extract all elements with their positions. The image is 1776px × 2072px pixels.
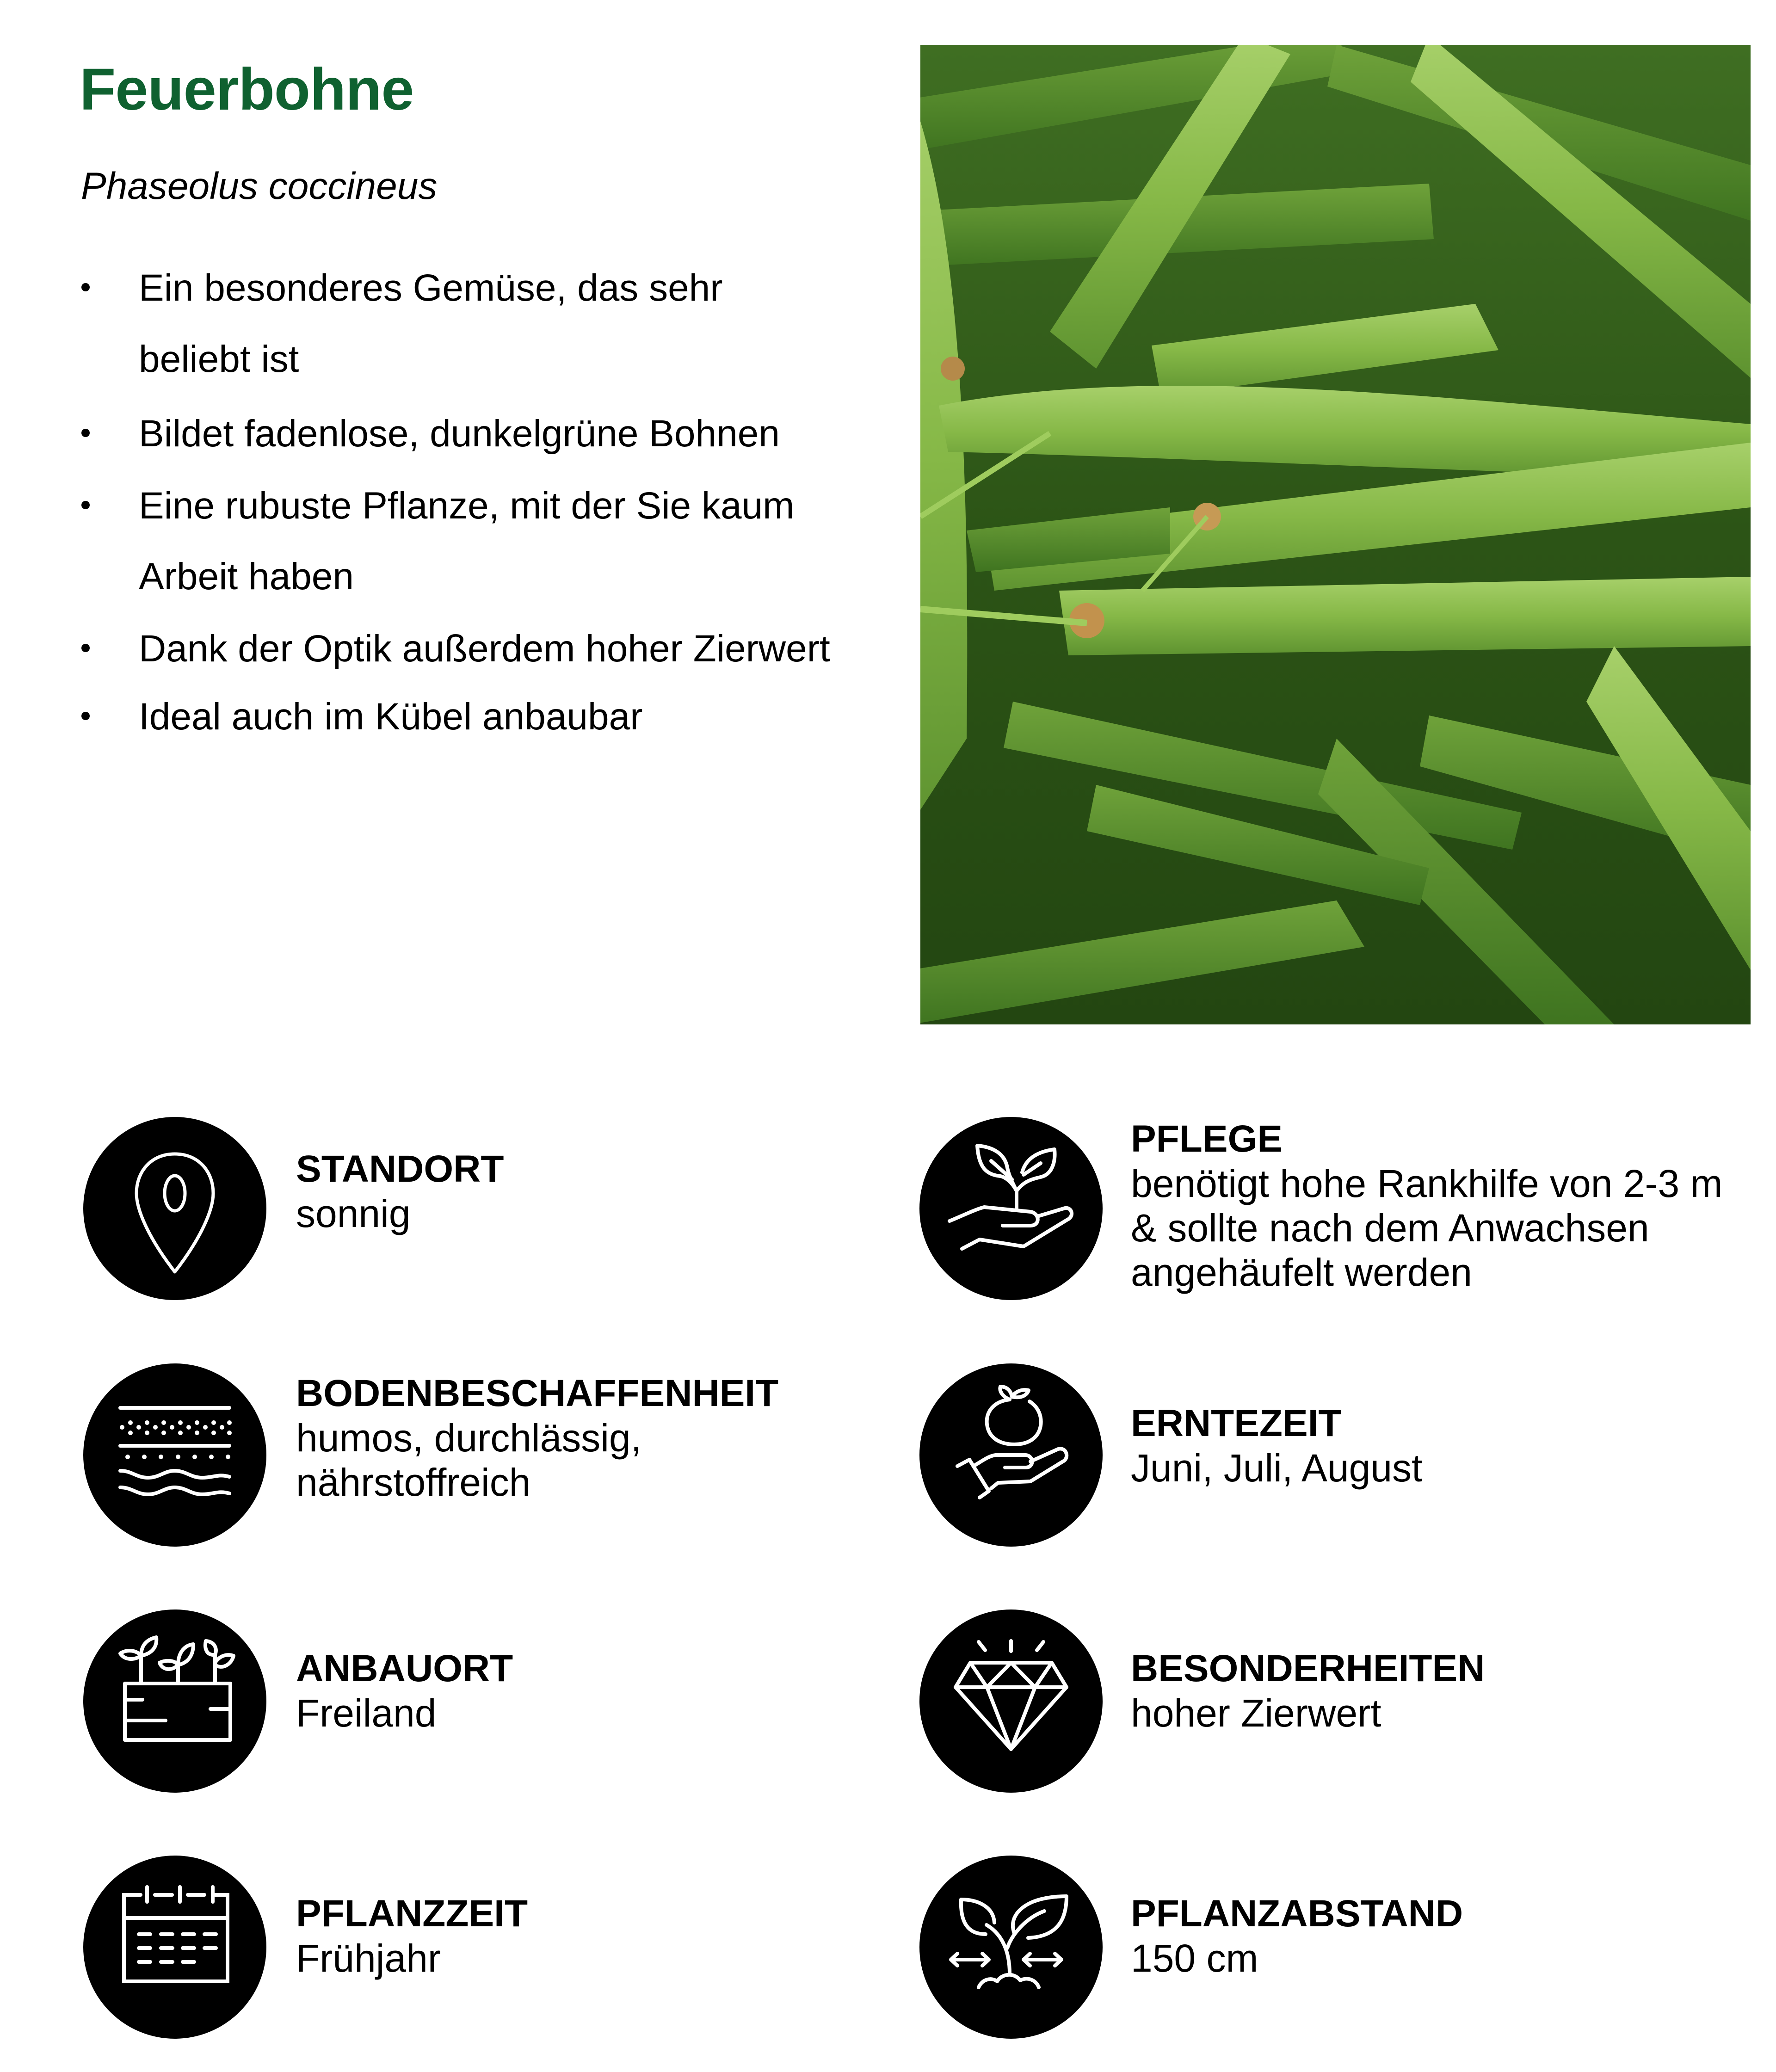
green-beans-photo (920, 45, 1751, 1024)
latin-name: Phaseolus coccineus (81, 165, 438, 207)
feature-value: angehäufelt werden (1131, 1251, 1472, 1294)
bullet-text: Arbeit haben (139, 555, 354, 598)
feature-value: benötigt hohe Rankhilfe von 2-3 m (1131, 1162, 1723, 1205)
bullet-text: Ein besonderes Gemüse, das sehr (139, 267, 723, 309)
bullet-text: beliebt ist (139, 338, 299, 380)
feature-value: & sollte nach dem Anwachsen (1131, 1206, 1649, 1250)
bullet-dot (81, 501, 90, 509)
feature-label: PFLEGE (1131, 1118, 1283, 1160)
feature-label: ERNTEZEIT (1131, 1402, 1342, 1444)
bullet-dot (81, 644, 90, 652)
green-beans-illustration (920, 45, 1751, 1024)
feature-value: Juni, Juli, August (1131, 1446, 1423, 1490)
bullet-dot (81, 429, 90, 437)
bullet-text: Dank der Optik außerdem hoher Zierwert (139, 628, 830, 670)
plant-bed-icon (83, 1610, 266, 1793)
feature-label: PFLANZZEIT (296, 1893, 528, 1935)
soil-layers-icon (83, 1363, 266, 1547)
bullet-dot (81, 283, 90, 291)
feature-label: BODENBESCHAFFENHEIT (296, 1372, 779, 1414)
plant-spacing-icon (919, 1856, 1103, 2039)
feature-value: Frühjahr (296, 1936, 441, 1980)
bullet-text: Eine rubuste Pflanze, mit der Sie kaum (139, 485, 795, 527)
feature-label: STANDORT (296, 1148, 504, 1190)
bullet-text: Ideal auch im Kübel anbaubar (139, 696, 643, 738)
seedling-in-hand-icon (919, 1117, 1103, 1300)
location-pin-icon (83, 1117, 266, 1300)
feature-value: hoher Zierwert (1131, 1691, 1381, 1735)
feature-value: humos, durchlässig, (296, 1416, 642, 1460)
bullet-dot (81, 712, 90, 720)
feature-value: nährstoffreich (296, 1461, 531, 1504)
feature-value: Freiland (296, 1691, 437, 1735)
feature-label: PFLANZABSTAND (1131, 1893, 1463, 1935)
feature-label: ANBAUORT (296, 1647, 513, 1690)
bullet-text: Bildet fadenlose, dunkelgrüne Bohnen (139, 413, 780, 455)
feature-value: sonnig (296, 1192, 411, 1235)
fruit-in-hand-icon (919, 1363, 1103, 1547)
diamond-icon (919, 1610, 1103, 1793)
feature-value: 150 cm (1131, 1936, 1258, 1980)
feature-label: BESONDERHEITEN (1131, 1647, 1485, 1690)
calendar-icon (83, 1856, 266, 2039)
page-title: Feuerbohne (80, 56, 414, 123)
